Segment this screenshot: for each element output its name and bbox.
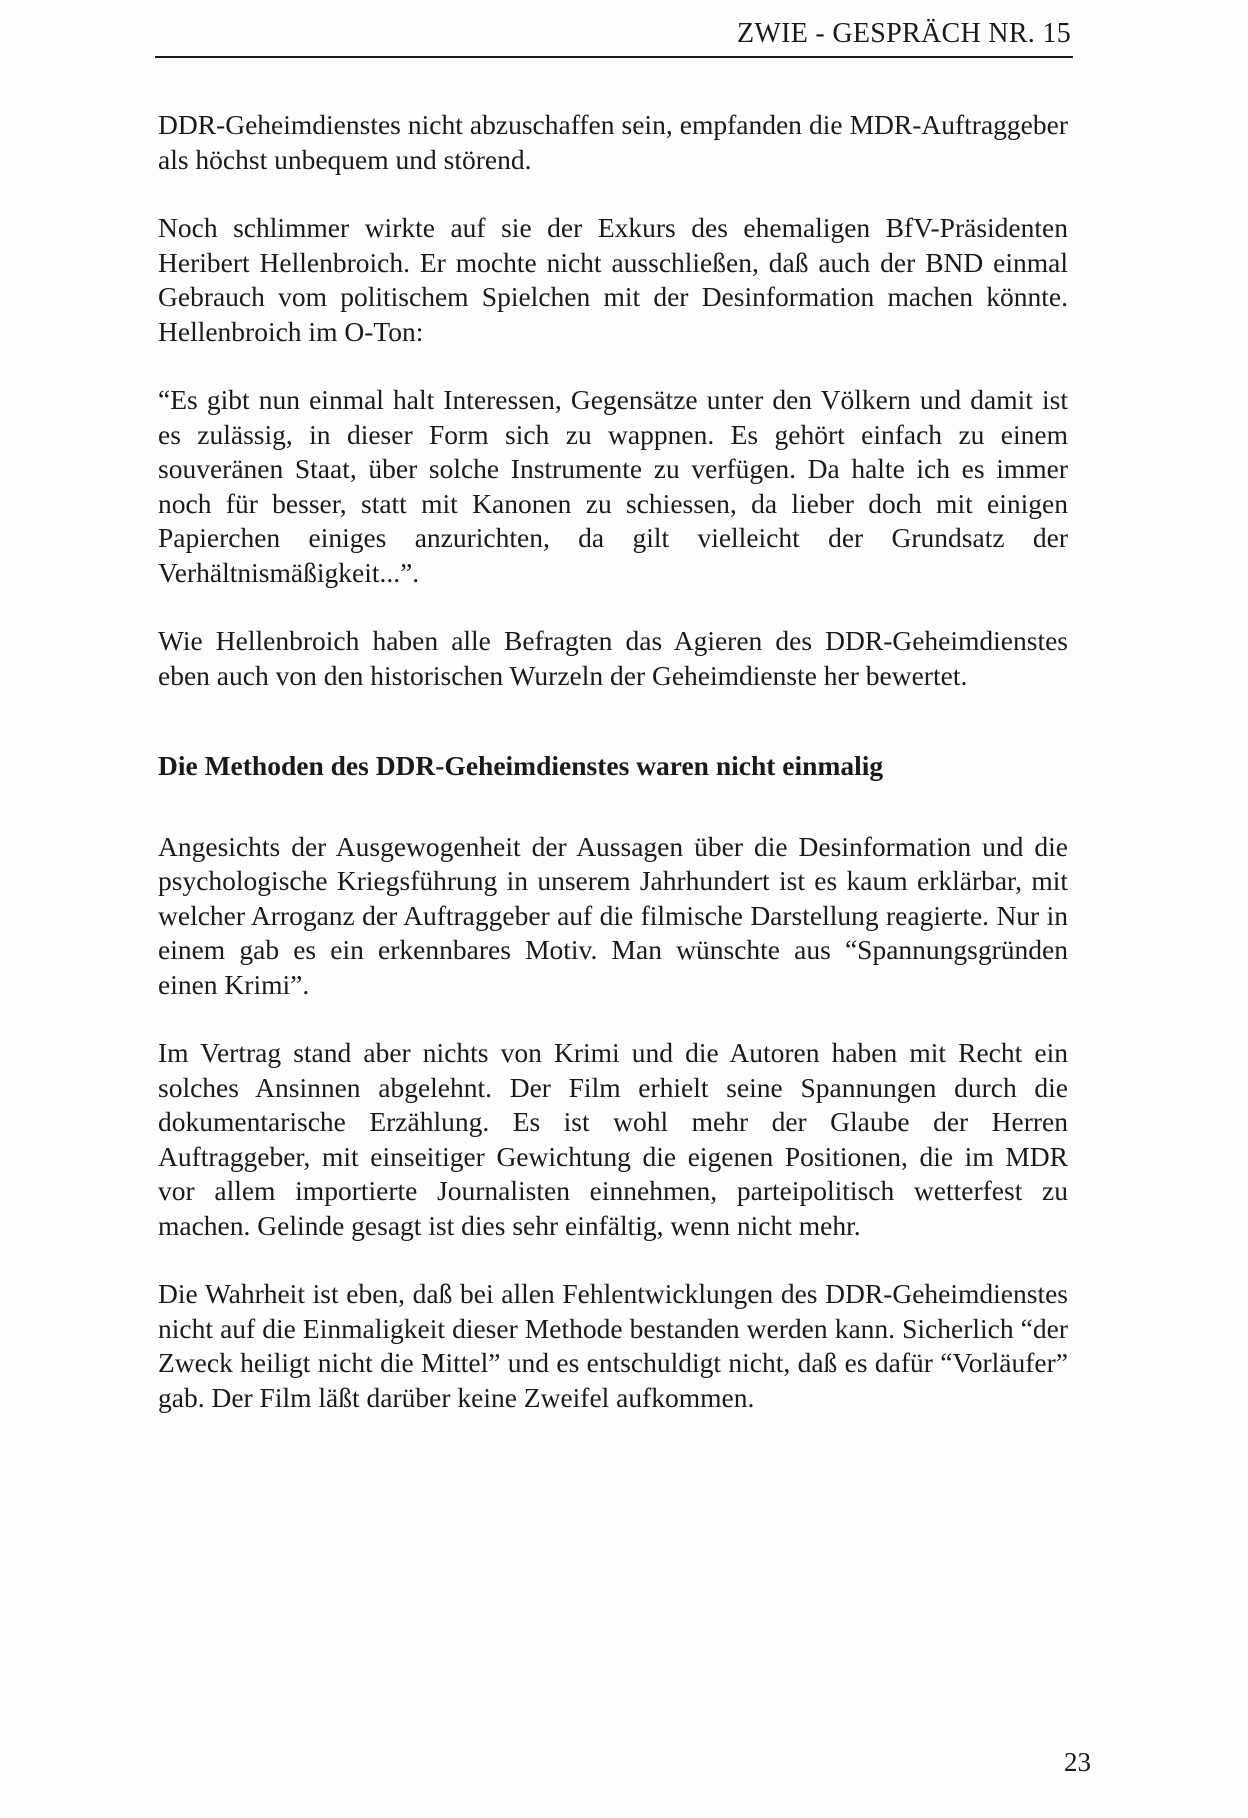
quote-paragraph: “Es gibt nun einmal halt Interessen, Gegensätze unter den Völkern und damit ist es zulässig, in dieser Form sich zu wappnen. Es gehört einfach zu einem souveränen Staat, über solche Instrumente zu verfügen. Da halte ich es immer noch für besser, statt mit Kanonen zu schiessen, da lieber doch mit einigen Papierchen einiges anzurichten, da gilt vielleicht der Grundsatz der Verhältnismäßigkeit...”.	[158, 384, 1068, 588]
running-header: ZWIE - GESPRÄCH NR. 15	[736, 18, 1071, 49]
paragraph: Angesichts der Ausgewogenheit der Aussagen über die Desinformation und die psychologische Kriegsführung in unserem Jahrhundert ist es kaum erklärbar, mit welcher Arroganz der Auftraggeber auf die filmische Darstellung reagierte. Nur in einem gab es ein erkennbares Motiv. Man wünschte aus “Spannungsgründen einen Krimi”.	[158, 830, 1068, 1000]
paragraph: Wie Hellenbroich haben alle Befragten das Agieren des DDR-Geheimdienstes eben auch von den historischen Wurzeln der Geheimdienste her bewertet.	[158, 625, 1068, 691]
paragraph: Im Vertrag stand aber nichts von Krimi und die Autoren haben mit Recht ein solches Ansinnen abgelehnt. Der Film erhielt seine Spannungen durch die dokumentarische Erzählung. Es ist wohl mehr der Glaube der Herren Auftraggeber, mit einseitiger Gewichtung die eigenen Positionen, die im MDR vor allem importierte Journalisten einnehmen, parteipolitisch wetterfest zu machen. Gelinde gesagt ist dies sehr einfältig, wenn nicht mehr.	[158, 1037, 1068, 1241]
paragraph: Die Wahrheit ist eben, daß bei allen Fehlentwicklungen des DDR-Geheimdienstes nicht auf die Einmaligkeit dieser Methode bestanden werden kann. Sicherlich “der Zweck heiligt nicht die Mittel” und es entschuldigt nicht, daß es dafür “Vorläufer” gab. Der Film läßt darüber keine Zweifel aufkommen.	[158, 1278, 1068, 1413]
page-number: 23	[1064, 1747, 1091, 1777]
header-rule	[155, 56, 1073, 58]
body-text	[158, 108, 1068, 1449]
paragraph: DDR-Geheimdienstes nicht abzuschaffen sein, empfanden die MDR-Auftraggeber als höchst unbequem und störend.	[158, 109, 1068, 175]
paragraph: Noch schlimmer wirkte auf sie der Exkurs des ehemaligen BfV-Präsidenten Heribert Hellenbroich. Er mochte nicht ausschließen, daß auch der BND einmal Gebrauch vom politischem Spielchen mit der Desinformation machen könnte. Hellenbroich im O-Ton:	[158, 212, 1068, 347]
section-heading: Die Methoden des DDR-Geheimdienstes waren nicht einmalig	[158, 750, 884, 781]
